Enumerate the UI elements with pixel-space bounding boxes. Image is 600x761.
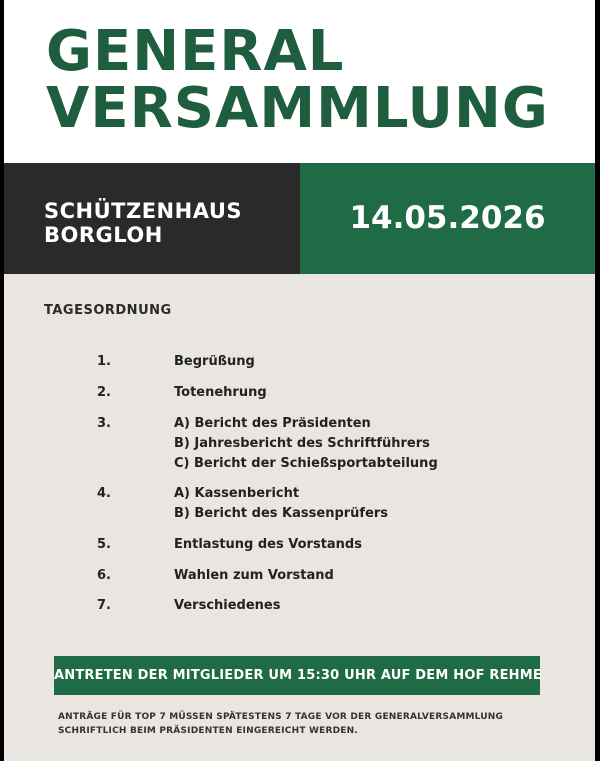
agenda-text: B) Bericht des Kassenprüfers (174, 506, 389, 521)
agenda-number: 7. (97, 598, 111, 613)
agenda-text: Totenehrung (174, 385, 267, 400)
title-block (4, 0, 595, 163)
title-line-2: VERSAMMLUNG (46, 76, 549, 141)
agenda-text: Begrüßung (174, 354, 255, 369)
agenda-number: 3. (97, 416, 111, 431)
title-line-1: GENERAL (46, 19, 345, 84)
agenda-text: A) Kassenbericht (174, 486, 300, 501)
agenda-number: 1. (97, 354, 111, 369)
venue-line-1: SCHÜTZENHAUS (44, 199, 242, 223)
footnote-line-1: ANTRÄGE FÜR TOP 7 MÜSSEN SPÄTESTENS 7 TAGE VOR DER GENERALVERSAMMLUNG (58, 712, 504, 722)
agenda-text: A) Bericht des Präsidenten (174, 416, 371, 431)
agenda-number: 4. (97, 486, 111, 501)
footnote-line-2: SCHRIFTLICH BEIM PRÄSIDENTEN EINGEREICHT WERDEN. (58, 726, 358, 736)
venue-band (4, 163, 300, 274)
agenda-text: Wahlen zum Vorstand (174, 568, 334, 583)
agenda-text: Entlastung des Vorstands (174, 537, 362, 552)
agenda-text: Verschiedenes (174, 598, 281, 613)
footnote (58, 710, 548, 738)
agenda-heading: TAGESORDNUNG (44, 303, 172, 318)
agenda-text: C) Bericht der Schießsportabteilung (174, 456, 438, 471)
agenda-text: B) Jahresbericht des Schriftführers (174, 436, 430, 451)
agenda-number: 2. (97, 385, 111, 400)
date-band (300, 163, 595, 274)
venue-line-2: BORGLOH (44, 223, 163, 247)
venue-text (44, 199, 242, 247)
assembly-banner: ANTRETEN DER MITGLIEDER UM 15:30 UHR AUF DEM HOF REHME (54, 656, 540, 695)
flyer-page (4, 0, 595, 761)
agenda-number: 5. (97, 537, 111, 552)
event-date: 14.05.2026 (349, 200, 546, 236)
agenda-number: 6. (97, 568, 111, 583)
